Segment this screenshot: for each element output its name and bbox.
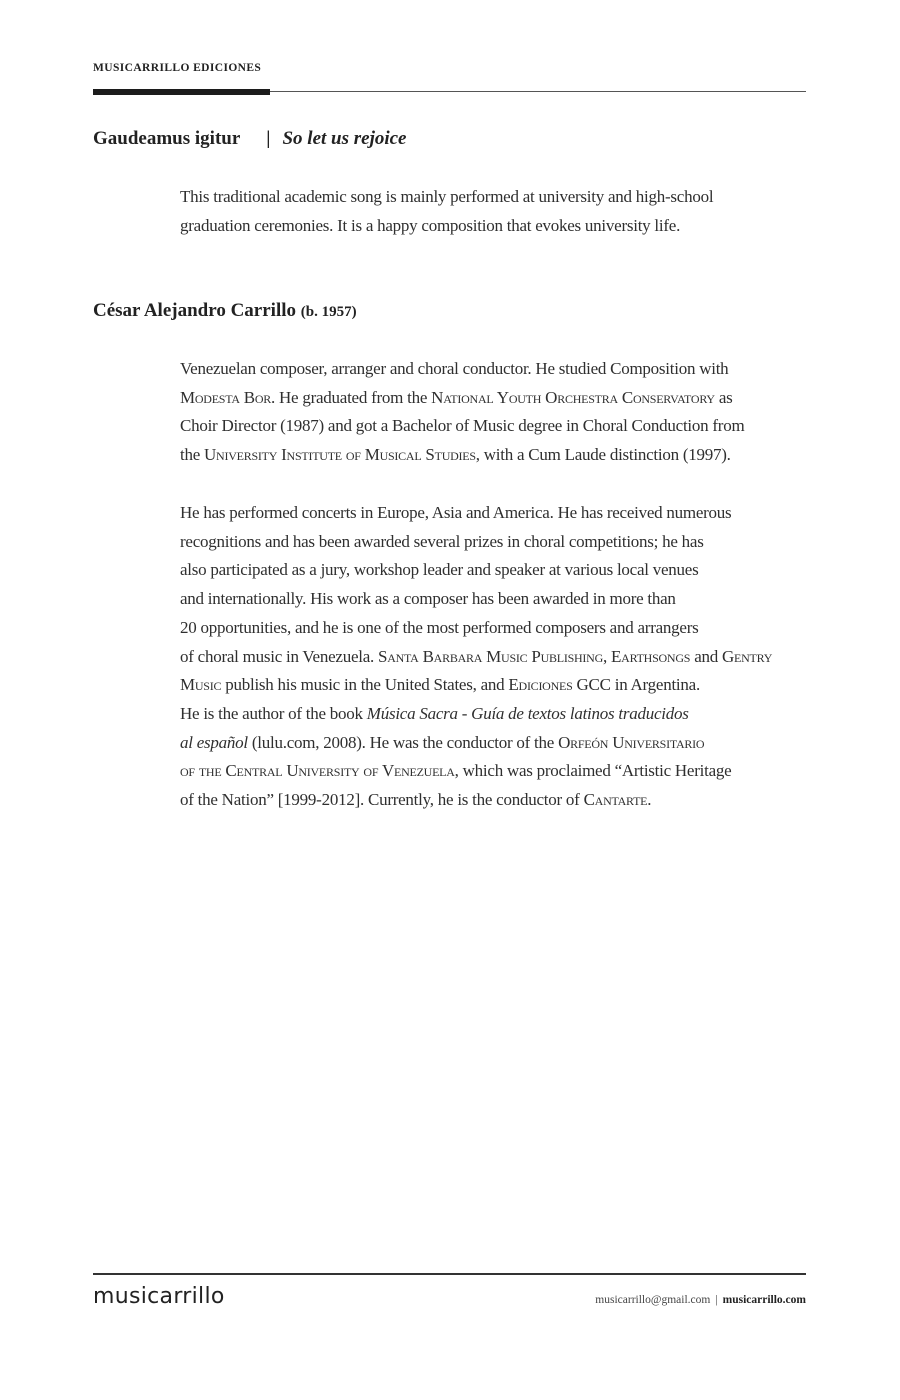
publisher-name: Gentry (722, 646, 773, 666)
publisher-name: Music (180, 675, 222, 695)
composer-name: César Alejandro Carrillo (93, 300, 296, 321)
bio-line: of the Nation” [1999-2012]. Currently, he is the conductor of Cantarte. (180, 790, 652, 810)
publisher-name: Earthsongs (611, 646, 691, 666)
conservatory-name: National Youth Orchestra Conservatory (431, 387, 715, 407)
musicarrillo-logo: musicarrillo (93, 1284, 225, 1309)
song-description (180, 183, 812, 240)
bio-line: al español (lulu.com, 2008). He was the conductor of the Orfeón Universitario (180, 732, 705, 752)
bio-line: of choral music in Venezuela. Santa Barbara Music Publishing, Earthsongs and Gentry (180, 646, 773, 666)
song-title-row (93, 128, 407, 150)
bio-line: Choir Director (1987) and got a Bachelor of Music degree in Choral Conduction from (180, 416, 745, 436)
bio-line: He is the author of the book Música Sacra - Guía de textos latinos traducidos (180, 703, 689, 723)
publisher-header: MUSICARRILLO EDICIONES (93, 62, 262, 74)
description-line: This traditional academic song is mainly performed at university and high-school (180, 187, 714, 206)
publisher-name: Ediciones (508, 675, 573, 695)
bio-line: recognitions and has been awarded several prizes in choral competitions; he has (180, 531, 704, 551)
bio-line: Music publish his music in the United States, and Ediciones GCC in Argentina. (180, 675, 700, 695)
choir-name: Orfeón Universitario (558, 732, 705, 752)
footer-rule (93, 1273, 806, 1275)
footer-website[interactable]: musicarrillo.com (722, 1294, 806, 1306)
choir-name: Cantarte (583, 790, 648, 810)
bio-line: Modesta Bor. He graduated from the National Youth Orchestra Conservatory as (180, 387, 733, 407)
bio-line: He has performed concerts in Europe, Asia and America. He has received numerous (180, 503, 732, 522)
footer-contact (595, 1294, 806, 1306)
composer-dates: (b. 1957) (300, 304, 357, 320)
bio-line: Venezuelan composer, arranger and choral conductor. He studied Composition with (180, 359, 729, 378)
bio-line: and internationally. His work as a composer has been awarded in more than (180, 589, 676, 609)
bio-line: the University Institute of Musical Studies, with a Cum Laude distinction (1997). (180, 445, 731, 465)
header-rule-thick (93, 89, 270, 95)
publisher-name: Santa Barbara Music Publishing (378, 646, 604, 666)
bio-line: of the Central University of Venezuela, which was proclaimed “Artistic Heritage (180, 761, 732, 781)
description-line: graduation ceremonies. It is a happy composition that evokes university life. (180, 215, 681, 235)
book-title: Música Sacra - Guía de textos latinos traducidos (366, 703, 689, 723)
title-separator: | (266, 128, 271, 149)
bio-line: 20 opportunities, and he is one of the most performed composers and arrangers (180, 617, 699, 637)
composer-bio-paragraph-2 (180, 499, 812, 815)
composer-bio-paragraph-1 (180, 355, 812, 470)
song-translation: So let us rejoice (282, 128, 407, 149)
book-title: al español (180, 732, 248, 752)
footer-separator: | (715, 1294, 718, 1306)
institute-name: University Institute of Musical Studies (204, 445, 476, 465)
composer-heading (93, 300, 357, 322)
teacher-name: Modesta Bor (180, 387, 271, 407)
song-title: Gaudeamus igitur (93, 128, 241, 149)
bio-line: also participated as a jury, workshop leader and speaker at various local venues (180, 560, 699, 580)
footer-email[interactable]: musicarrillo@gmail.com (595, 1294, 711, 1306)
choir-name: of the Central University of Venezuela (180, 761, 455, 781)
